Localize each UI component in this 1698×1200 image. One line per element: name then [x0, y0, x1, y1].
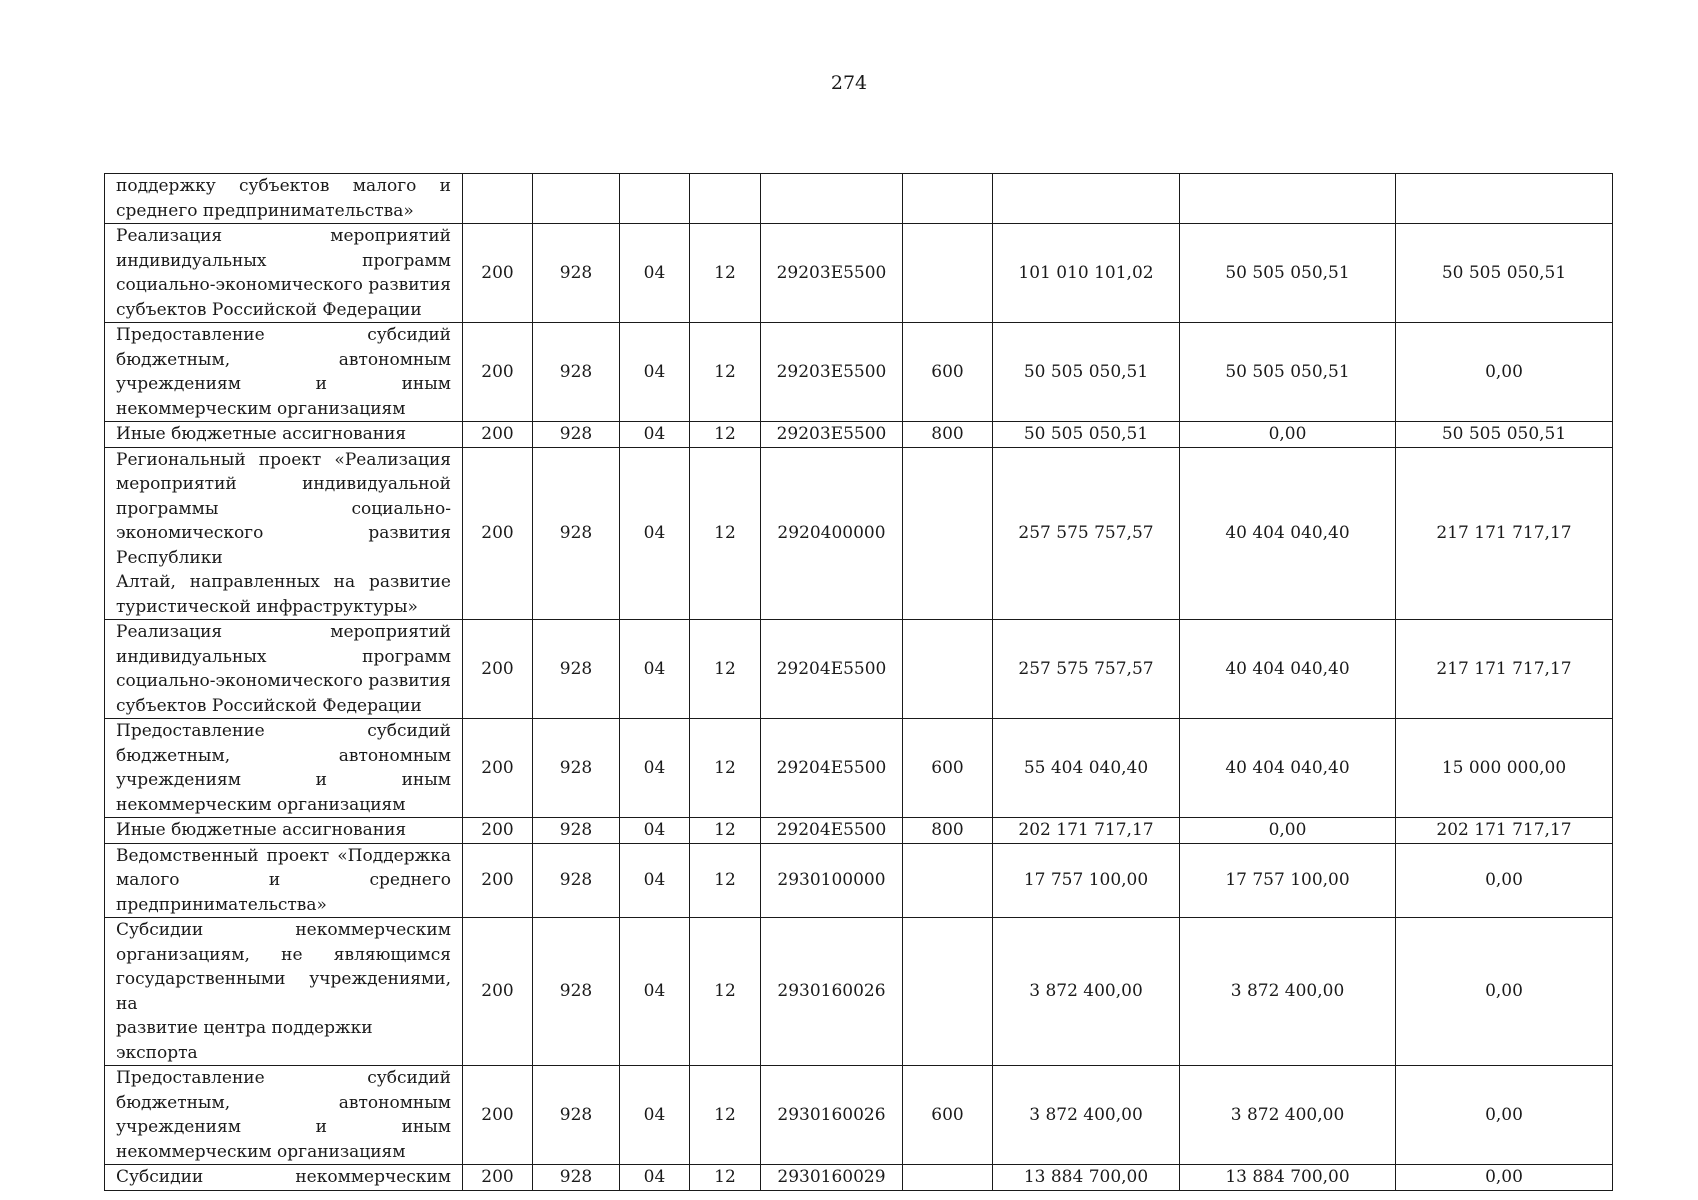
table-row: [105, 918, 1613, 1066]
row-name-line: государственными учреждениями, на: [116, 969, 451, 1014]
code-section-cell: 04: [620, 224, 690, 323]
row-name-line: Алтай, направленных на развитие: [116, 572, 451, 592]
code-section-cell: 04: [620, 620, 690, 719]
target-article-cell: [761, 174, 903, 224]
row-name-line: Предоставление субсидий: [116, 721, 451, 741]
row-name-line: некоммерческим организациям: [116, 1141, 406, 1162]
total-amount-cell: 3 872 400,00: [993, 918, 1180, 1066]
table-row: [105, 174, 1613, 224]
code-admin-cell: 200: [463, 1165, 533, 1191]
expense-type-cell: 600: [903, 1066, 993, 1165]
regional-amount-cell: 50 505 050,51: [1396, 422, 1613, 448]
code-section-cell: [620, 174, 690, 224]
expense-type-cell: [903, 620, 993, 719]
code-ministry-cell: 928: [533, 818, 620, 844]
target-article-cell: 2920400000: [761, 447, 903, 620]
federal-amount-cell: [1180, 174, 1396, 224]
row-name-line: индивидуальных программ: [116, 646, 451, 667]
row-name-cell: [105, 843, 463, 918]
row-name-line: экономического развития Республики: [116, 523, 451, 568]
table-row: [105, 843, 1613, 918]
target-article-cell: 29204Е5500: [761, 818, 903, 844]
row-name-line: бюджетным, автономным: [116, 349, 451, 370]
federal-amount-cell: 40 404 040,40: [1180, 447, 1396, 620]
target-article-cell: 2930100000: [761, 843, 903, 918]
expense-type-cell: 800: [903, 818, 993, 844]
row-name-line: Реализация мероприятий: [116, 622, 451, 642]
total-amount-cell: 17 757 100,00: [993, 843, 1180, 918]
page-number: 274: [830, 72, 868, 94]
code-ministry-cell: 928: [533, 918, 620, 1066]
expense-type-cell: [903, 918, 993, 1066]
total-amount-cell: 55 404 040,40: [993, 719, 1180, 818]
total-amount-cell: 50 505 050,51: [993, 422, 1180, 448]
federal-amount-cell: 13 884 700,00: [1180, 1165, 1396, 1191]
table-row: [105, 224, 1613, 323]
row-name-line: некоммерческим организациям: [116, 794, 406, 815]
federal-amount-cell: 50 505 050,51: [1180, 224, 1396, 323]
row-name-cell: [105, 323, 463, 422]
code-ministry-cell: 928: [533, 323, 620, 422]
regional-amount-cell: 0,00: [1396, 323, 1613, 422]
row-name-cell: [105, 447, 463, 620]
regional-amount-cell: 202 171 717,17: [1396, 818, 1613, 844]
table-row: [105, 719, 1613, 818]
table-row: [105, 323, 1613, 422]
target-article-cell: 2930160026: [761, 1066, 903, 1165]
code-subsection-cell: 12: [690, 918, 761, 1066]
target-article-cell: 2930160029: [761, 1165, 903, 1191]
row-name-line: бюджетным, автономным: [116, 1092, 451, 1113]
budget-table: [104, 173, 1613, 1191]
target-article-cell: 29203Е5500: [761, 224, 903, 323]
expense-type-cell: 600: [903, 719, 993, 818]
expense-type-cell: [903, 447, 993, 620]
row-name-line: Субсидии некоммерческим: [116, 920, 451, 940]
code-subsection-cell: 12: [690, 447, 761, 620]
row-name-line: Ведомственный проект «Поддержка: [116, 845, 451, 866]
code-admin-cell: 200: [463, 719, 533, 818]
code-ministry-cell: 928: [533, 422, 620, 448]
code-section-cell: 04: [620, 719, 690, 818]
code-admin-cell: 200: [463, 447, 533, 620]
row-name-line: организациям, не являющимся: [116, 944, 451, 965]
regional-amount-cell: 15 000 000,00: [1396, 719, 1613, 818]
expense-type-cell: [903, 843, 993, 918]
expense-type-cell: 600: [903, 323, 993, 422]
total-amount-cell: 13 884 700,00: [993, 1165, 1180, 1191]
table-row: [105, 1165, 1613, 1191]
target-article-cell: 29204Е5500: [761, 620, 903, 719]
code-subsection-cell: 12: [690, 818, 761, 844]
table-body: [105, 174, 1613, 1191]
table-row: [105, 422, 1613, 448]
row-name-line: поддержку субъектов малого и: [116, 176, 451, 196]
regional-amount-cell: 0,00: [1396, 843, 1613, 918]
row-name-line: Предоставление субсидий: [116, 325, 451, 345]
code-subsection-cell: 12: [690, 843, 761, 918]
expense-type-cell: [903, 224, 993, 323]
row-name-line: Иные бюджетные ассигнования: [116, 820, 407, 840]
row-name-cell: [105, 1165, 463, 1191]
code-section-cell: 04: [620, 1066, 690, 1165]
row-name-line: Субсидии некоммерческим: [116, 1167, 451, 1187]
table-row: [105, 620, 1613, 719]
regional-amount-cell: 50 505 050,51: [1396, 224, 1613, 323]
total-amount-cell: 101 010 101,02: [993, 224, 1180, 323]
federal-amount-cell: 3 872 400,00: [1180, 1066, 1396, 1165]
code-subsection-cell: 12: [690, 719, 761, 818]
target-article-cell: 29203Е5500: [761, 323, 903, 422]
code-ministry-cell: 928: [533, 843, 620, 918]
code-subsection-cell: 12: [690, 1066, 761, 1165]
code-admin-cell: 200: [463, 224, 533, 323]
code-section-cell: 04: [620, 843, 690, 918]
row-name-line: учреждениям и иным: [116, 1117, 451, 1137]
code-subsection-cell: 12: [690, 1165, 761, 1191]
code-section-cell: 04: [620, 422, 690, 448]
federal-amount-cell: 17 757 100,00: [1180, 843, 1396, 918]
federal-amount-cell: 50 505 050,51: [1180, 323, 1396, 422]
regional-amount-cell: 0,00: [1396, 918, 1613, 1066]
code-admin-cell: 200: [463, 843, 533, 918]
row-name-line: учреждениям и иным: [116, 374, 451, 394]
code-subsection-cell: 12: [690, 323, 761, 422]
row-name-line: Реализация мероприятий: [116, 226, 451, 246]
row-name-line: Иные бюджетные ассигнования: [116, 424, 407, 444]
regional-amount-cell: 0,00: [1396, 1165, 1613, 1191]
target-article-cell: 2930160026: [761, 918, 903, 1066]
row-name-cell: [105, 1066, 463, 1165]
code-subsection-cell: [690, 174, 761, 224]
total-amount-cell: 50 505 050,51: [993, 323, 1180, 422]
row-name-cell: [105, 620, 463, 719]
table-row: [105, 818, 1613, 844]
code-admin-cell: 200: [463, 620, 533, 719]
code-ministry-cell: 928: [533, 620, 620, 719]
code-admin-cell: 200: [463, 1066, 533, 1165]
row-name-line: индивидуальных программ: [116, 250, 451, 271]
row-name-line: Региональный проект «Реализация: [116, 449, 451, 470]
federal-amount-cell: 3 872 400,00: [1180, 918, 1396, 1066]
code-ministry-cell: 928: [533, 1165, 620, 1191]
federal-amount-cell: 0,00: [1180, 422, 1396, 448]
code-section-cell: 04: [620, 447, 690, 620]
federal-amount-cell: 40 404 040,40: [1180, 719, 1396, 818]
federal-amount-cell: 40 404 040,40: [1180, 620, 1396, 719]
total-amount-cell: 3 872 400,00: [993, 1066, 1180, 1165]
row-name-cell: [105, 818, 463, 844]
regional-amount-cell: 0,00: [1396, 1066, 1613, 1165]
expense-type-cell: [903, 174, 993, 224]
code-subsection-cell: 12: [690, 224, 761, 323]
code-admin-cell: 200: [463, 918, 533, 1066]
total-amount-cell: [993, 174, 1180, 224]
row-name-line: программы социально-: [116, 498, 451, 519]
row-name-line: развитие центра поддержки экспорта: [116, 1018, 373, 1063]
table-row: [105, 447, 1613, 620]
code-subsection-cell: 12: [690, 422, 761, 448]
regional-amount-cell: 217 171 717,17: [1396, 620, 1613, 719]
code-admin-cell: 200: [463, 818, 533, 844]
code-admin-cell: 200: [463, 422, 533, 448]
table-row: [105, 1066, 1613, 1165]
federal-amount-cell: 0,00: [1180, 818, 1396, 844]
expense-type-cell: [903, 1165, 993, 1191]
row-name-line: бюджетным, автономным: [116, 745, 451, 766]
total-amount-cell: 257 575 757,57: [993, 447, 1180, 620]
target-article-cell: 29204Е5500: [761, 719, 903, 818]
row-name-cell: [105, 422, 463, 448]
row-name-cell: [105, 174, 463, 224]
code-admin-cell: 200: [463, 323, 533, 422]
target-article-cell: 29203Е5500: [761, 422, 903, 448]
code-ministry-cell: 928: [533, 447, 620, 620]
row-name-cell: [105, 719, 463, 818]
row-name-line: малого и среднего: [116, 870, 451, 890]
total-amount-cell: 202 171 717,17: [993, 818, 1180, 844]
code-admin-cell: [463, 174, 533, 224]
code-section-cell: 04: [620, 818, 690, 844]
code-section-cell: 04: [620, 323, 690, 422]
code-ministry-cell: 928: [533, 1066, 620, 1165]
row-name-cell: [105, 224, 463, 323]
row-name-line: туристической инфраструктуры»: [116, 596, 418, 617]
code-section-cell: 04: [620, 1165, 690, 1191]
row-name-line: учреждениям и иным: [116, 770, 451, 790]
code-section-cell: 04: [620, 918, 690, 1066]
code-ministry-cell: [533, 174, 620, 224]
code-ministry-cell: 928: [533, 719, 620, 818]
row-name-line: предпринимательства»: [116, 894, 327, 915]
row-name-cell: [105, 918, 463, 1066]
row-name-line: социально-экономического развития: [116, 671, 451, 691]
code-subsection-cell: 12: [690, 620, 761, 719]
code-ministry-cell: 928: [533, 224, 620, 323]
regional-amount-cell: 217 171 717,17: [1396, 447, 1613, 620]
row-name-line: социально-экономического развития: [116, 275, 451, 295]
regional-amount-cell: [1396, 174, 1613, 224]
expense-type-cell: 800: [903, 422, 993, 448]
row-name-line: Предоставление субсидий: [116, 1068, 451, 1088]
row-name-line: среднего предпринимательства»: [116, 200, 414, 221]
row-name-line: субъектов Российской Федерации: [116, 299, 422, 320]
row-name-line: субъектов Российской Федерации: [116, 695, 422, 716]
total-amount-cell: 257 575 757,57: [993, 620, 1180, 719]
row-name-line: мероприятий индивидуальной: [116, 474, 451, 494]
row-name-line: некоммерческим организациям: [116, 398, 406, 419]
